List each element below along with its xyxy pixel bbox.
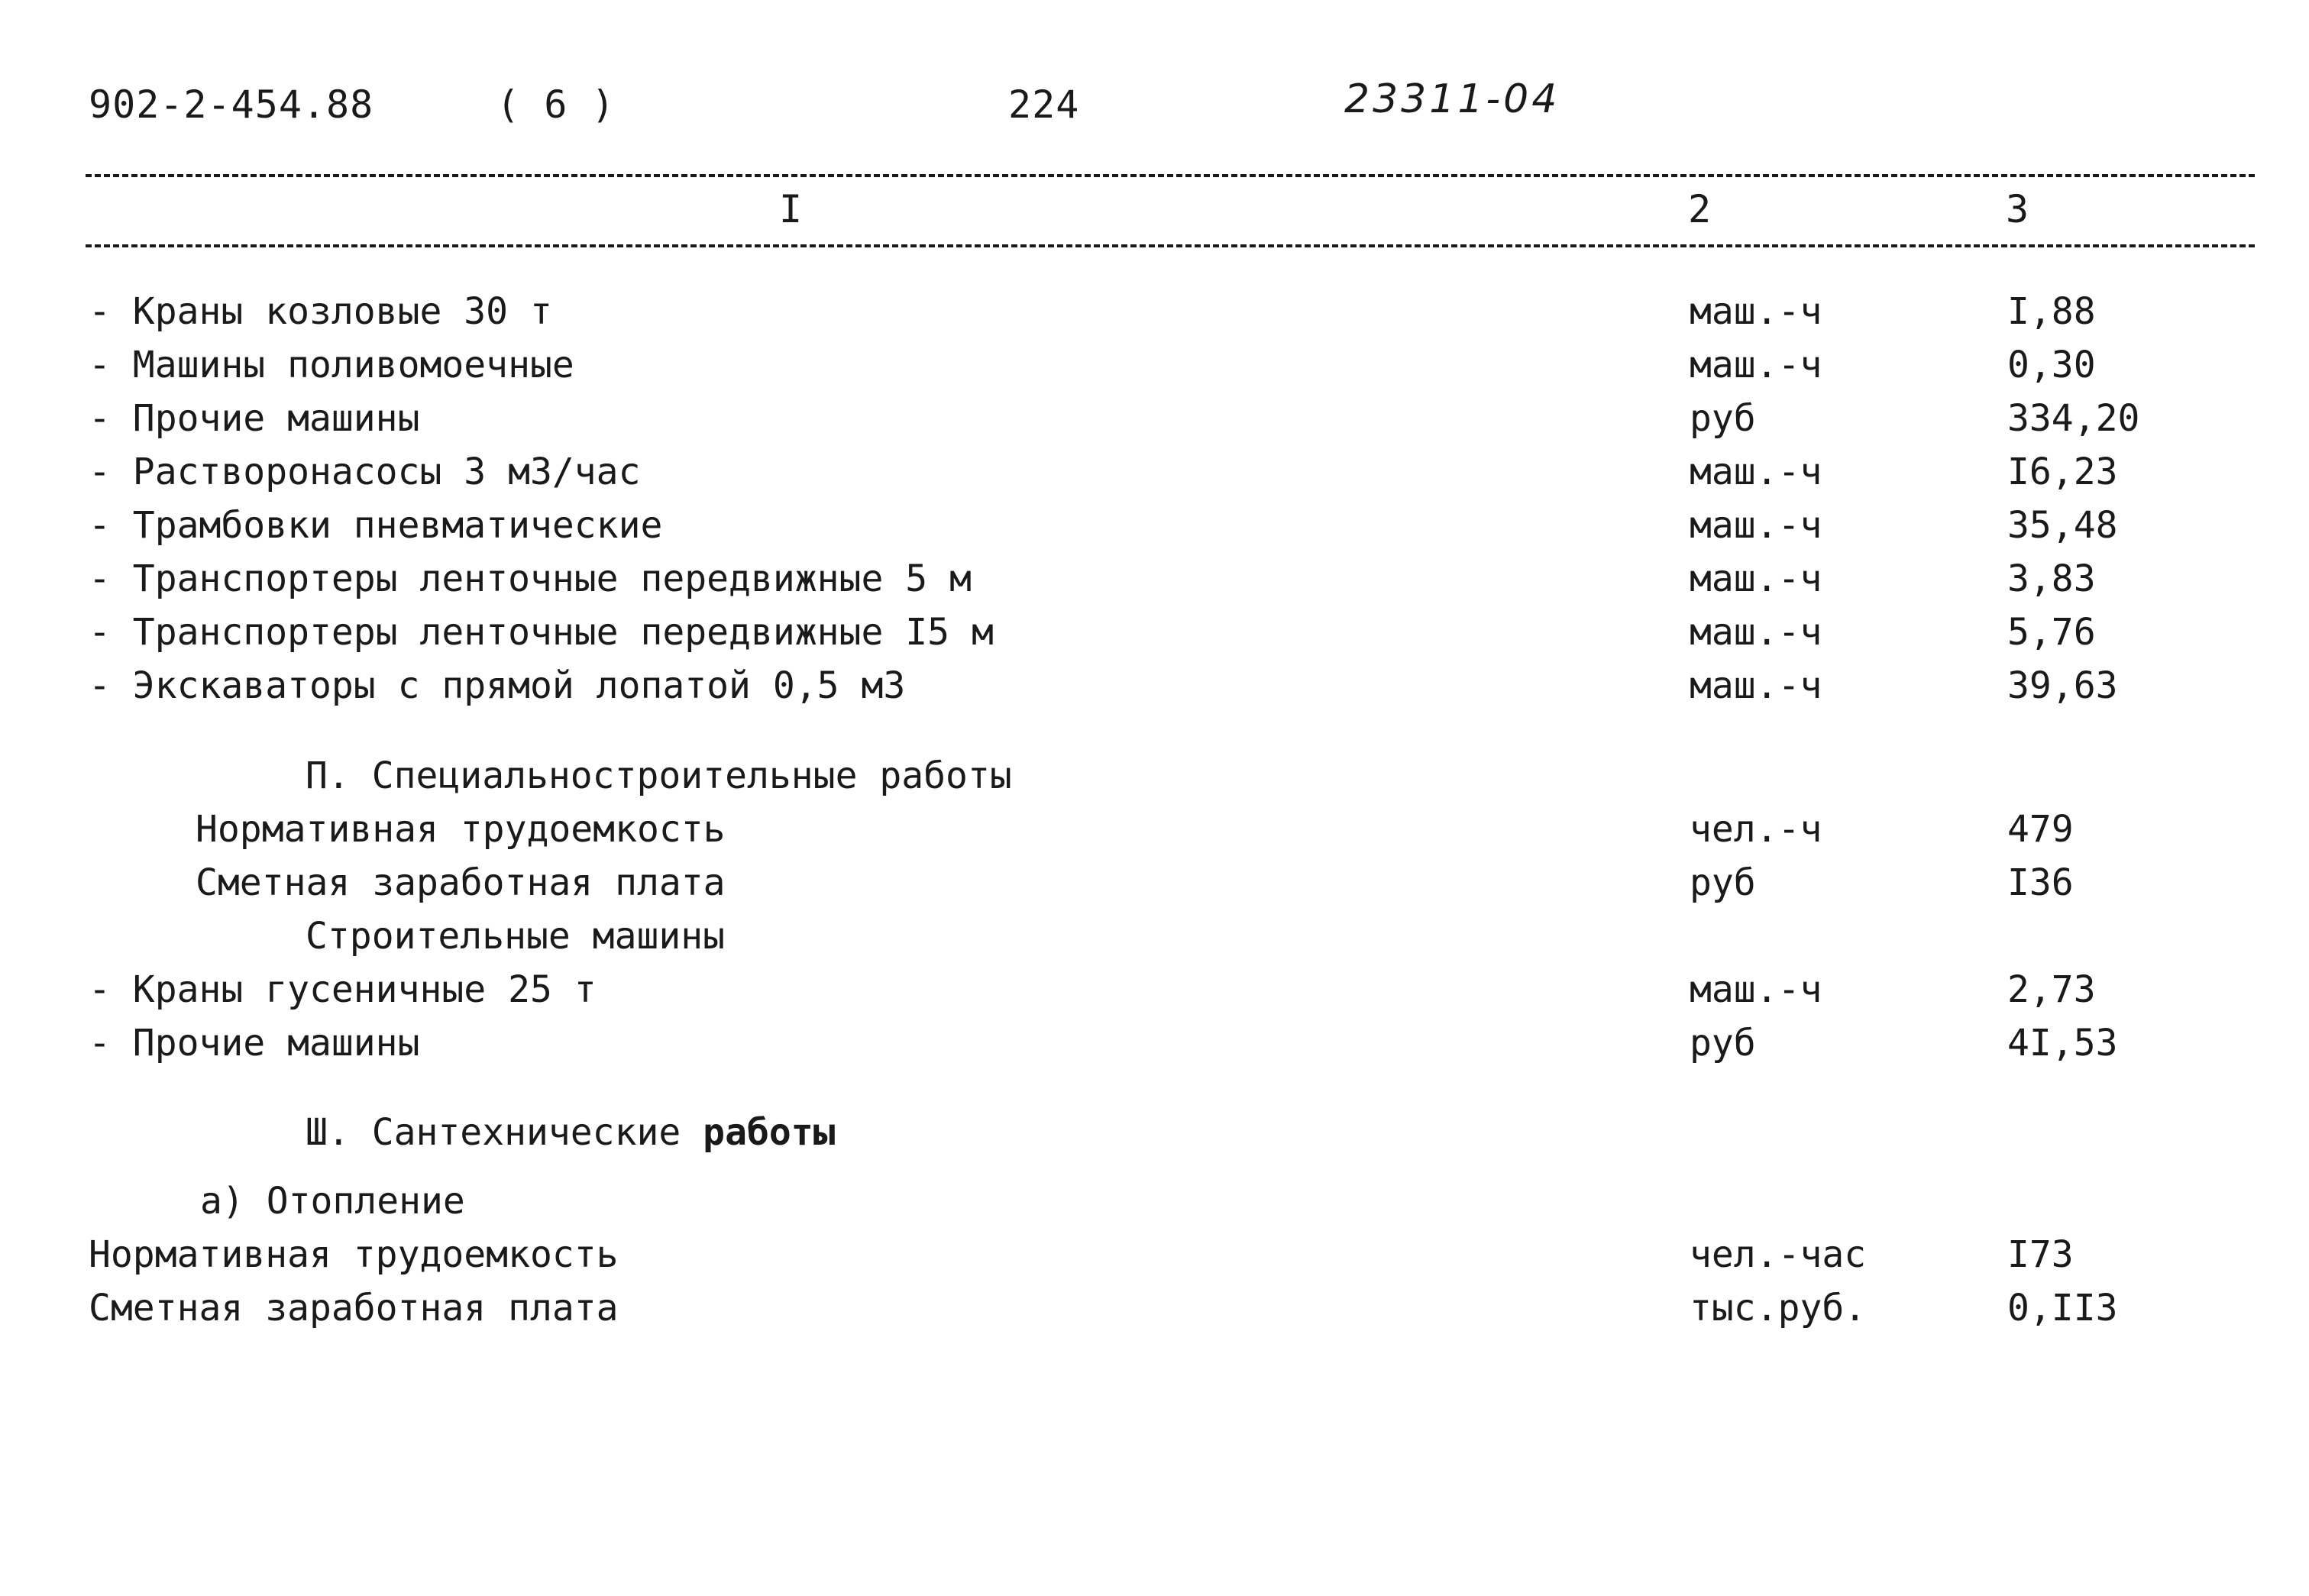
- row-unit: руб: [1690, 861, 1756, 904]
- table-row: [0, 290, 2309, 344]
- row-unit: маш.-ч: [1690, 504, 1822, 547]
- row-value: 479: [2007, 808, 2074, 851]
- document-code: 902-2-454.88: [89, 82, 374, 127]
- row-unit: руб: [1690, 397, 1756, 440]
- table-row: [0, 611, 2309, 664]
- section-title-main: Ш. Сантехнические: [306, 1111, 703, 1154]
- row-value: 334,20: [2007, 397, 2140, 440]
- row-unit: маш.-ч: [1690, 968, 1822, 1011]
- table-row: [0, 557, 2309, 611]
- row-name: - Растворонасосы 3 м3/час: [89, 451, 641, 493]
- table-row: [0, 344, 2309, 397]
- row-unit: маш.-ч: [1690, 290, 1822, 333]
- row-name: - Экскаваторы с прямой лопатой 0,5 м3: [89, 664, 906, 707]
- table-row: [0, 1233, 2309, 1287]
- row-name: - Машины поливомоечные: [89, 344, 574, 386]
- row-value: I6,23: [2007, 451, 2118, 493]
- subsection-heading: [0, 915, 2309, 968]
- table-row: [0, 968, 2309, 1022]
- row-unit: чел.-ч: [1690, 808, 1822, 851]
- row-unit: маш.-ч: [1690, 557, 1822, 600]
- row-unit: маш.-ч: [1690, 664, 1822, 707]
- row-value: 39,63: [2007, 664, 2118, 707]
- row-value: 4I,53: [2007, 1022, 2118, 1065]
- row-name: - Краны козловые 30 т: [89, 290, 552, 333]
- row-unit: маш.-ч: [1690, 344, 1822, 386]
- row-name: - Прочие машины: [89, 397, 420, 440]
- row-value: 5,76: [2007, 611, 2096, 654]
- row-name: - Транспортеры ленточные передвижные 5 м: [89, 557, 972, 600]
- section-title: П. Специальностроительные работы: [306, 754, 1012, 797]
- row-name: Сметная заработная плата: [196, 861, 726, 904]
- row-name: Сметная заработная плата: [89, 1287, 619, 1329]
- column-header-2: 2: [1688, 187, 1712, 231]
- subsection-title: а) Отопление: [200, 1180, 465, 1223]
- row-value: 2,73: [2007, 968, 2096, 1011]
- row-value: I73: [2007, 1233, 2074, 1276]
- handwritten-code: 23311-04: [1344, 76, 1560, 122]
- subsection-heading: [0, 1180, 2309, 1233]
- row-unit: маш.-ч: [1690, 611, 1822, 654]
- subsection-title: Строительные машины: [306, 915, 726, 958]
- table-row: [0, 504, 2309, 557]
- row-unit: тыс.руб.: [1690, 1287, 1867, 1329]
- table-row: [0, 1287, 2309, 1340]
- table-row: [0, 451, 2309, 504]
- table-row: [0, 1022, 2309, 1075]
- table-row: [0, 664, 2309, 718]
- row-name: - Краны гусеничные 25 т: [89, 968, 597, 1011]
- row-value: 3,83: [2007, 557, 2096, 600]
- table-row: [0, 397, 2309, 451]
- table-row: [0, 808, 2309, 861]
- row-name: Нормативная трудоемкость: [89, 1233, 619, 1276]
- section-heading: [0, 1111, 2309, 1165]
- row-value: I,88: [2007, 290, 2096, 333]
- row-value: I36: [2007, 861, 2074, 904]
- column-header-3: 3: [2006, 187, 2029, 231]
- dashed-divider-top: [86, 174, 2255, 177]
- dashed-divider-bottom: [86, 244, 2255, 247]
- section-heading: [0, 754, 2309, 808]
- sheet-number: ( 6 ): [496, 82, 616, 127]
- page-number: 224: [1008, 82, 1080, 127]
- row-name: - Прочие машины: [89, 1022, 420, 1065]
- section-title: [306, 1111, 836, 1154]
- row-name: - Трамбовки пневматические: [89, 504, 663, 547]
- row-name: Нормативная трудоемкость: [196, 808, 726, 851]
- row-name: - Транспортеры ленточные передвижные I5 м: [89, 611, 994, 654]
- row-unit: маш.-ч: [1690, 451, 1822, 493]
- column-header-1: I: [779, 187, 803, 231]
- section-title-bold: работы: [703, 1111, 836, 1154]
- table-row: [0, 861, 2309, 915]
- row-value: 0,II3: [2007, 1287, 2118, 1329]
- row-value: 35,48: [2007, 504, 2118, 547]
- row-unit: руб: [1690, 1022, 1756, 1065]
- row-unit: чел.-час: [1690, 1233, 1867, 1276]
- row-value: 0,30: [2007, 344, 2096, 386]
